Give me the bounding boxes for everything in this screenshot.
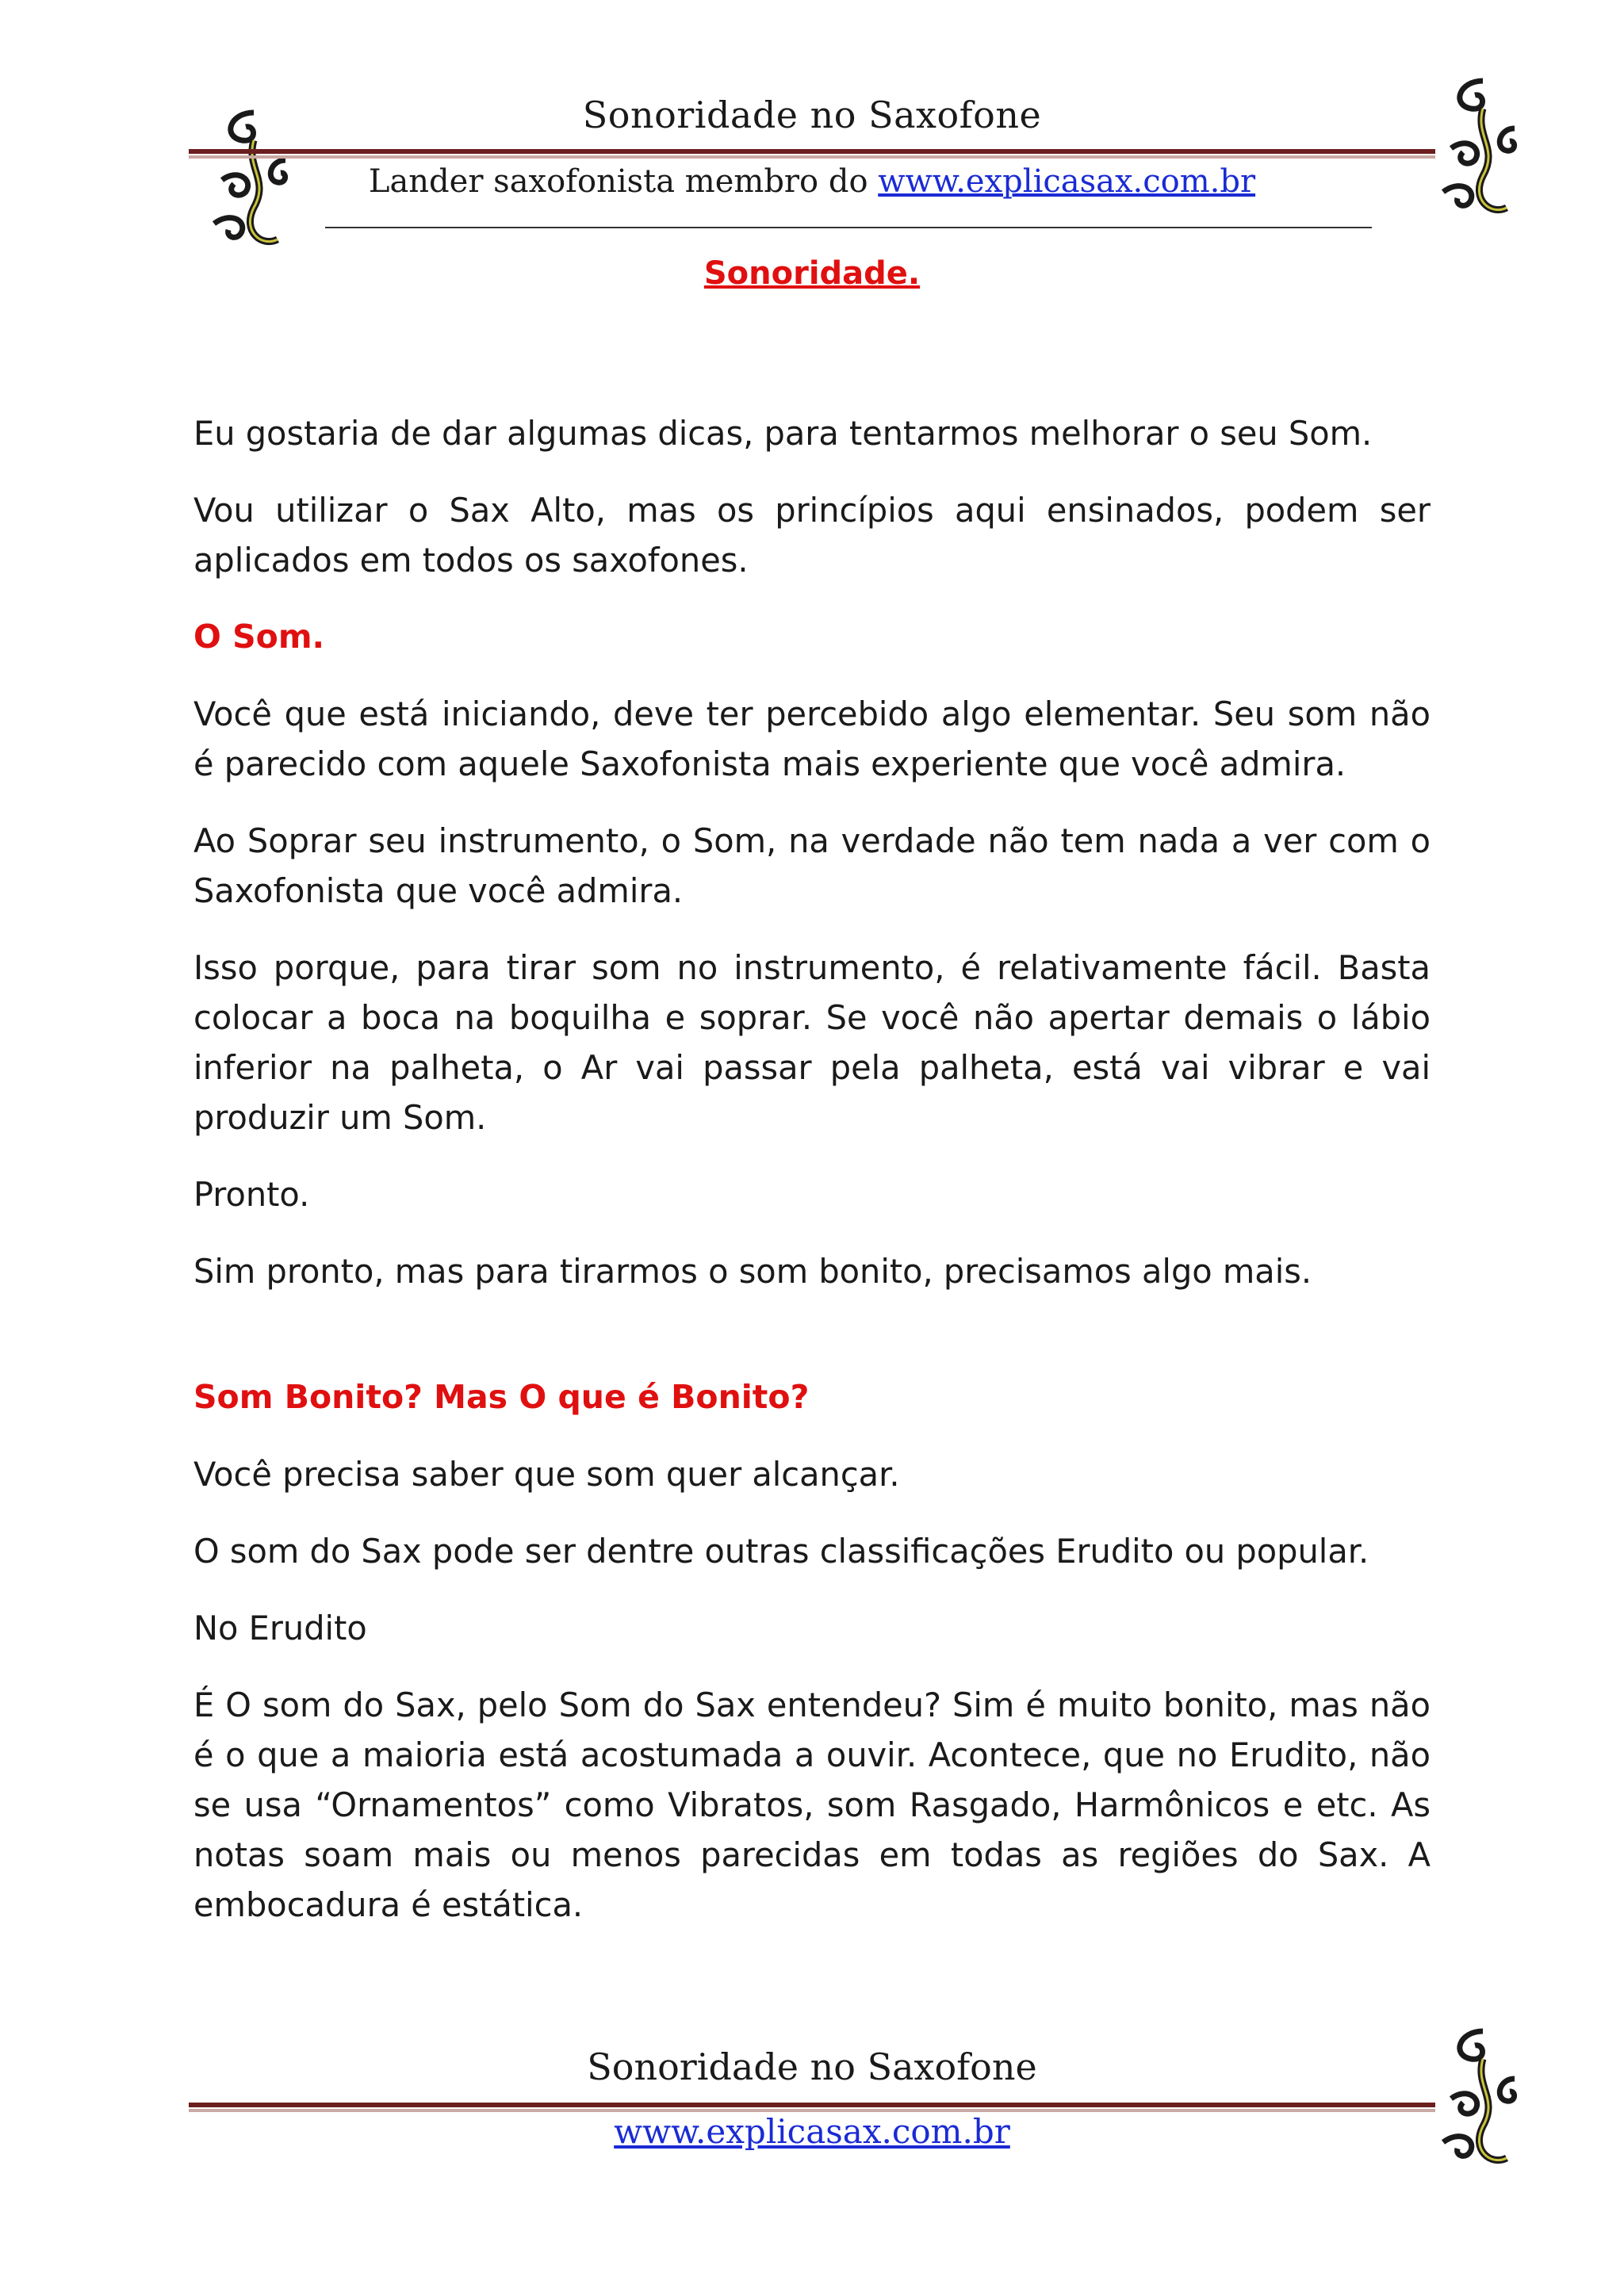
header-website-link[interactable]: www.explicasax.com.br — [878, 163, 1256, 200]
paragraph: Eu gostaria de dar algumas dicas, para tentarmos melhorar o seu Som. — [193, 414, 1373, 453]
header-divider — [189, 149, 1435, 154]
paragraph: Isso porque, para tirar som no instrumento, é relativamente fácil. Basta colocar a boca na boquilha e soprar. Se você não apertar demais o lábio inferior na palheta, o Ar vai passar pela palheta, está vai vibrar e vai produzir um Som. — [193, 948, 1431, 1137]
paragraph: Ao Soprar seu instrumento, o Som, na verdade não tem nada a ver com o Saxofonista que você admira. — [193, 821, 1431, 910]
paragraph: Você precisa saber que som quer alcançar. — [193, 1455, 900, 1494]
footer-divider — [189, 2103, 1435, 2107]
header-subtitle — [0, 163, 1624, 200]
header-divider-light — [189, 155, 1435, 159]
paragraph: Sim pronto, mas para tirarmos o som bonito, precisamos algo mais. — [193, 1252, 1312, 1291]
footer-title: Sonoridade no Saxofone — [587, 2045, 1037, 2088]
section-heading: Som Bonito? Mas O que é Bonito? — [193, 1378, 810, 1416]
paragraph: No Erudito — [193, 1609, 367, 1647]
header-subtitle-prefix: Lander saxofonista membro do — [368, 163, 879, 200]
paragraph: Vou utilizar o Sax Alto, mas os princípios aqui ensinados, podem ser aplicados em todos os saxofones. — [193, 491, 1431, 580]
document-body — [193, 408, 1431, 1957]
spacer — [193, 1323, 1431, 1372]
header-underline — [325, 227, 1372, 228]
paragraph: O som do Sax pode ser dentre outras classificações Erudito ou popular. — [193, 1532, 1369, 1571]
document-title: Sonoridade. — [703, 255, 921, 292]
section-heading: O Som. — [193, 618, 325, 656]
header-title: Sonoridade no Saxofone — [582, 94, 1042, 136]
paragraph: Pronto. — [193, 1175, 310, 1214]
footer-website-link[interactable]: www.explicasax.com.br — [614, 2112, 1010, 2151]
footer-link-wrap — [0, 2112, 1624, 2151]
paragraph: É O som do Sax, pelo Som do Sax entendeu? Sim é muito bonito, mas não é o que a maioria está acostumada a ouvir. Acontece, que no Erudito, não se usa “Ornamentos” como Vibratos, som Rasgado, Harmônicos e etc. As notas soam mais ou menos parecidas em todas as regiões do Sax. A embocadura é estática. — [193, 1686, 1431, 1924]
paragraph: Você que está iniciando, deve ter percebido algo elementar. Seu som não é parecido com aquele Saxofonista mais experiente que você admira. — [193, 695, 1431, 783]
